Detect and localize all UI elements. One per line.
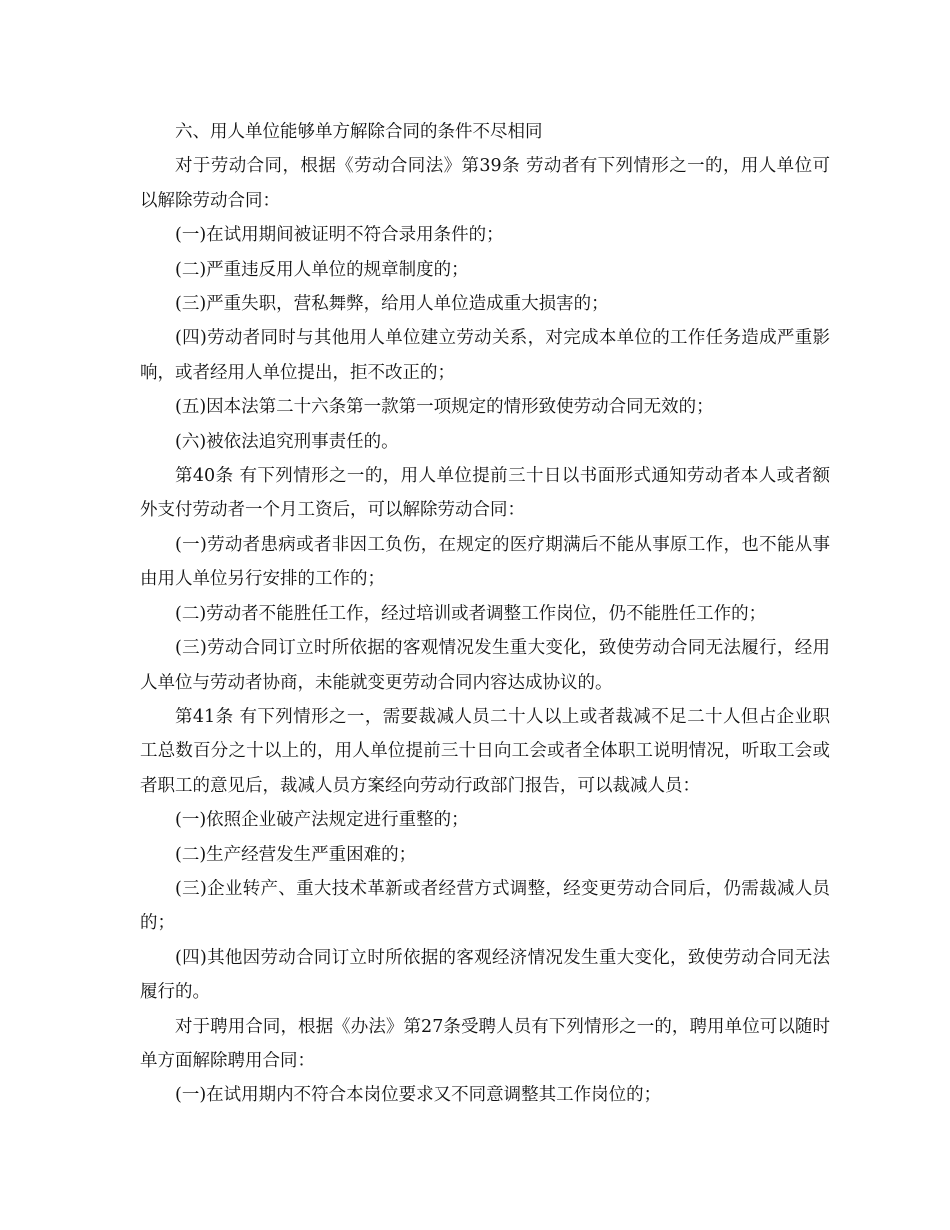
list-item: (二)劳动者不能胜任工作，经过培训或者调整工作岗位，仍不能胜任工作的； [175, 603, 767, 624]
list-item: (一)在试用期内不符合本岗位要求又不同意调整其工作岗位的； [175, 1085, 662, 1106]
list-item: (四)其他因劳动合同订立时所依据的客观经济情况发生重大变化，致使劳动合同无法履行的。 [140, 947, 830, 1003]
paragraph: 对于聘用合同，根据《办法》第27条受聘人员有下列情形之一的，聘用单位可以随时单方面解除聘用合同： [140, 1016, 830, 1071]
list-item: (四)劳动者同时与其他用人单位建立劳动关系，对完成本单位的工作任务造成严重影响，或者经用人单位提出，拒不改正的； [140, 328, 830, 383]
list-item: (三)企业转产、重大技术革新或者经营方式调整，经变更劳动合同后，仍需裁减人员的； [140, 878, 830, 934]
list-item: (二)生产经营发生严重困难的； [175, 844, 417, 865]
document-body [140, 115, 830, 1113]
list-item: (五)因本法第二十六条第一款第一项规定的情形致使劳动合同无效的； [175, 397, 714, 418]
list-item: (三)劳动合同订立时所依据的客观情况发生重大变化，致使劳动合同无法履行，经用人单位与劳动者协商，未能就变更劳动合同内容达成协议的。 [140, 638, 830, 693]
list-item: (一)依照企业破产法规定进行重整的； [175, 810, 469, 831]
list-item: (二)严重违反用人单位的规章制度的； [175, 259, 469, 280]
list-item: (三)严重失职，营私舞弊，给用人单位造成重大损害的； [175, 294, 609, 315]
paragraph: 第41条 有下列情形之一，需要裁减人员二十人以上或者裁减不足二十人但占企业职工总数百分之十以上的，用人单位提前三十日向工会或者全体职工说明情况，听取工会或者职工的意见后，裁减人员方案经向劳动行政部门报告，可以裁减人员： [140, 706, 830, 796]
section-heading: 六、用人单位能够单方解除合同的条件不尽相同 [175, 122, 543, 142]
list-item: (一)劳动者患病或者非因工负伤，在规定的医疗期满后不能从事原工作，也不能从事由用人单位另行安排的工作的； [140, 534, 830, 590]
paragraph: 第40条 有下列情形之一的，用人单位提前三十日以书面形式通知劳动者本人或者额外支付劳动者一个月工资后，可以解除劳动合同： [140, 466, 830, 521]
paragraph: 对于劳动合同，根据《劳动合同法》第39条 劳动者有下列情形之一的，用人单位可以解除劳动合同： [140, 156, 830, 211]
list-item: (六)被依法追究刑事责任的。 [175, 431, 399, 452]
list-item: (一)在试用期间被证明不符合录用条件的； [175, 225, 504, 246]
